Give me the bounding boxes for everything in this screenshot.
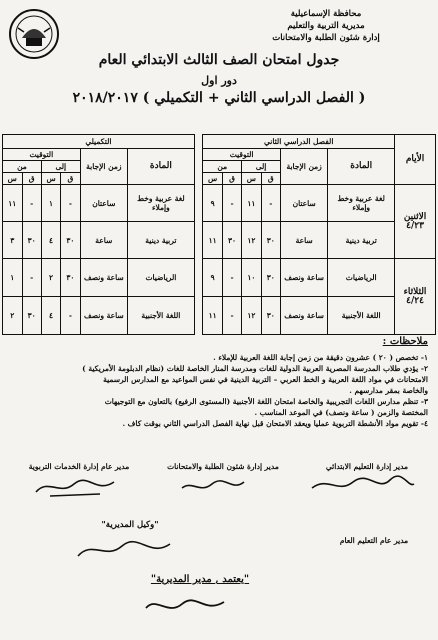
to-minute-cell: ٣٠ (61, 222, 80, 259)
approval-line: "يعتمد , مدير المديرية" (150, 574, 250, 585)
subject-cell: الرياضيات (128, 259, 195, 297)
from-minute-cell: - (222, 259, 241, 297)
supplementary-header: التكميلي (3, 135, 195, 149)
supp-from-header: من (3, 161, 42, 173)
supp-to-header: إلى (41, 161, 80, 173)
duration-cell: ساعة (80, 222, 127, 259)
to-minute-cell: ٣٠ (261, 222, 280, 259)
from-minute-cell: - (22, 185, 41, 222)
note-item: ٢- يؤدي طلاب المدرسة المصرية العربية الدولية للغات ومدرسة المنار الخاصة للغات (نظام الدبلومة الأمريكية ) (82, 364, 428, 373)
from-hour-cell: ٣ (3, 222, 23, 259)
duration-cell: ساعة ونصف (80, 259, 127, 297)
from-hour-cell: ١١ (203, 297, 222, 335)
from-hour-cell: ١١ (203, 222, 222, 259)
day-name: الثلاثاء (403, 286, 427, 297)
to-minute-cell: - (261, 185, 280, 222)
table-row (3, 297, 436, 335)
table-divider (194, 135, 203, 335)
from-minute-cell: ٣٠ (22, 222, 41, 259)
directorate-line: مديرية التربية والتعليم (287, 21, 365, 31)
from-hour-cell: ٩ (203, 259, 222, 297)
document-title: جدول امتحان الصف الثالث الابتدائي العام (98, 52, 340, 68)
supp-from-hour-header: س (3, 173, 23, 185)
days-header: الأيام (395, 135, 436, 185)
exam-round: دور اول (201, 74, 237, 87)
term-subtitle: ( الفصل الدراسي الثاني + التكميلي ) ٢٠١٨/٢٠١٧ (72, 90, 366, 106)
from-hour-cell: ٢ (3, 297, 23, 335)
table-row (3, 259, 436, 297)
to-hour-cell: ٤ (41, 297, 60, 335)
main-to-hour-header: س (242, 173, 261, 185)
note-item: ١- تخصص ( ٢٠ ) عشرون دقيقة من زمن إجابة اللغة العربية للإملاء . (213, 353, 428, 362)
duration-cell: ساعة ونصف (280, 259, 327, 297)
signature-general-ed: مدير عام التعليم العام (339, 536, 409, 545)
day-name: الاثنين (403, 211, 427, 222)
note-item: ٣- تنظم مدارس اللغات التجريبية والخاصة امتحان اللغة الأجنبية (المستوى الرفيع) بالتعاون مع التوجيهات (104, 397, 428, 406)
governorate-line: محافظة الإسماعيلية (290, 9, 362, 19)
to-minute-cell: - (61, 297, 80, 335)
from-hour-cell: ١١ (3, 185, 23, 222)
main-to-minute-header: ق (261, 173, 280, 185)
supp-to-minute-header: ق (61, 173, 80, 185)
signature-student-affairs: مدير إدارة شئون الطلبة والامتحانات (167, 462, 279, 471)
from-minute-cell: ٣٠ (222, 222, 241, 259)
supp-timing-header: التوقيت (3, 149, 81, 161)
to-hour-cell: ٤ (41, 222, 60, 259)
to-hour-cell: ١٠ (242, 259, 261, 297)
note-item: ٤- تقويم مواد الأنشطة التربوية عمليا ويعقد الامتحان قبل نهاية الفصل الدراسي الثاني بوقت كاف . (122, 419, 428, 428)
signature-services: مدير عام إدارة الخدمات التربوية (28, 462, 130, 471)
main-from-minute-header: ق (222, 173, 241, 185)
duration-cell: ساعتان (80, 185, 127, 222)
notes-heading: ملاحظات : (382, 336, 428, 347)
day-date: ٤/٢٤ (406, 295, 424, 306)
handwritten-signature-icon (70, 536, 180, 564)
day-cell (395, 259, 436, 335)
day-date: ٤/٢٣ (406, 220, 424, 231)
to-hour-cell: ١ (41, 185, 60, 222)
from-hour-cell: ٩ (203, 185, 222, 222)
to-hour-cell: ١٢ (242, 222, 261, 259)
department-line: إدارة شئون الطلبة والامتحانات (272, 33, 380, 43)
duration-cell: ساعة ونصف (280, 297, 327, 335)
from-hour-cell: ١ (3, 259, 23, 297)
exam-timetable (2, 134, 436, 335)
from-minute-cell: - (222, 297, 241, 335)
to-minute-cell: - (61, 185, 80, 222)
note-item: المختصة والزمن ( ساعة ونصف) في الموعد المناسب . (254, 408, 428, 417)
main-timing-header: التوقيت (203, 149, 281, 161)
table-row (3, 185, 436, 222)
subject-cell: اللغة الأجنبية (328, 297, 395, 335)
to-hour-cell: ١١ (242, 185, 261, 222)
to-hour-cell: ١٢ (242, 297, 261, 335)
to-minute-cell: ٣٠ (61, 259, 80, 297)
supp-from-minute-header: ق (22, 173, 41, 185)
issuing-authority (226, 8, 426, 44)
to-minute-cell: ٣٠ (261, 297, 280, 335)
from-minute-cell: ٣٠ (22, 297, 41, 335)
duration-cell: ساعة (280, 222, 327, 259)
main-term-header: الفصل الدراسي الثاني (203, 135, 395, 149)
main-subject-header: المادة (328, 149, 395, 185)
duration-cell: ساعتان (280, 185, 327, 222)
handwritten-signature-icon (140, 592, 230, 620)
to-minute-cell: ٣٠ (261, 259, 280, 297)
handwritten-signature-icon (30, 474, 120, 500)
subject-cell: تربية دينية (328, 222, 395, 259)
subject-cell: اللغة الأجنبية (128, 297, 195, 335)
note-item: والخاصة بمقر مدارسهم . (349, 386, 428, 395)
handwritten-signature-icon (308, 474, 418, 496)
day-cell (395, 185, 436, 259)
main-from-hour-header: س (203, 173, 222, 185)
subject-cell: لغة عربية وخط وإملاء (328, 185, 395, 222)
main-to-header: إلى (242, 161, 281, 173)
note-item: الامتحانات في مواد اللغة العربية و الخط العربي – التربية الدينية في نفس المواعيد مع المدارس الرسمية (103, 375, 428, 384)
subject-cell: تربية دينية (128, 222, 195, 259)
table-row (3, 222, 436, 259)
subject-cell: الرياضيات (328, 259, 395, 297)
duration-cell: ساعة ونصف (80, 297, 127, 335)
supp-to-hour-header: س (41, 173, 60, 185)
signature-primary-ed: مدير إدارة التعليم الابتدائي (325, 462, 409, 471)
from-minute-cell: - (222, 185, 241, 222)
supp-duration-header: زمن الإجابة (80, 149, 127, 185)
to-hour-cell: ٢ (41, 259, 60, 297)
main-duration-header: زمن الإجابة (280, 149, 327, 185)
notes-list (8, 352, 428, 429)
signature-deputy: "وكيل المديرية" (101, 520, 159, 530)
supp-subject-header: المادة (128, 149, 195, 185)
handwritten-signature-icon (178, 476, 248, 496)
subject-cell: لغة عربية وخط وإملاء (128, 185, 195, 222)
from-minute-cell: - (22, 259, 41, 297)
main-from-header: من (203, 161, 242, 173)
